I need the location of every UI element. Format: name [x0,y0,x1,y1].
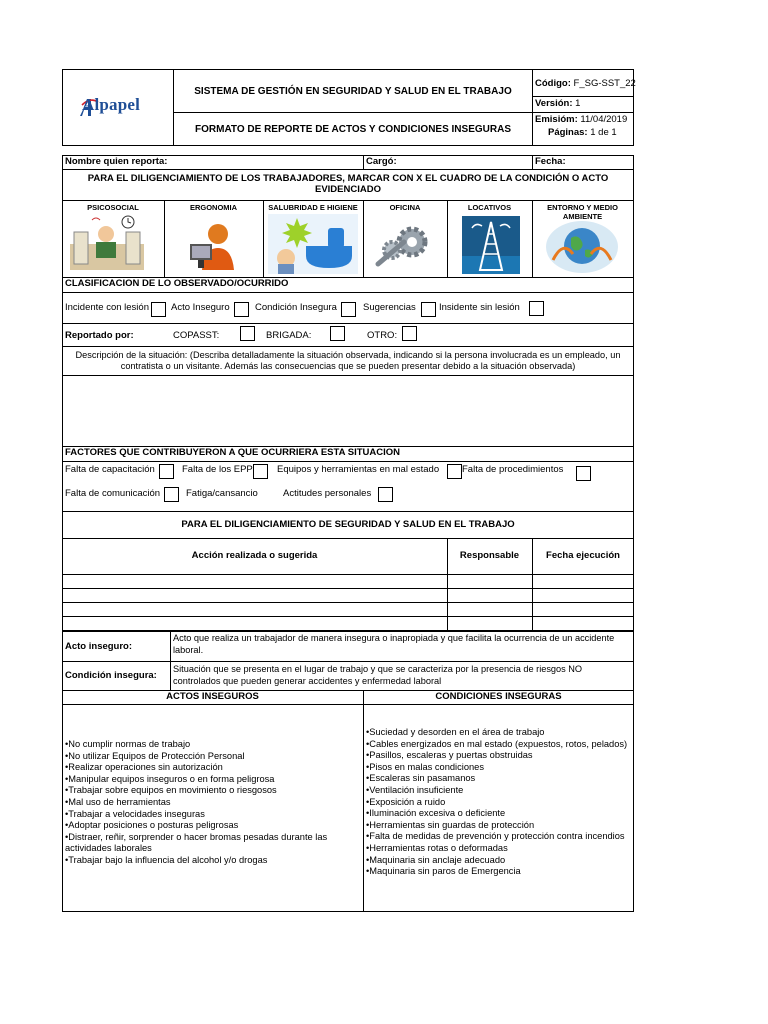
sst-entry-row[interactable] [63,617,447,630]
list-item: • Suciedad y desorden en el área de trabajo [366,727,634,739]
reporter-cargo-label: Cargó: [366,156,397,167]
office-gears-icon[interactable] [374,220,436,270]
header-divider-r2 [532,112,634,113]
checkbox-copasst[interactable] [240,326,255,341]
locative-tower-icon[interactable] [462,216,520,274]
option-otro: OTRO: [367,330,398,341]
sst-col-responsible: Responsable [459,550,520,561]
instructions-line1: PARA EL DILIGENCIAMIENTO DE LOS TRABAJADORES, MARCAR CON X EL CUADRO DE LA CONDICIÓN O ACTO [87,173,609,184]
category-label-entorno: ENTORNO Y MEDIO AMBIENTE [547,203,618,221]
list-item: • Realizar operaciones sin autorización [65,762,359,774]
sst-entry-row[interactable] [63,603,447,616]
checkbox-actitudes-personales[interactable] [378,487,393,502]
cat-divider-5 [532,200,533,277]
list-item: • Pisos en malas condiciones [366,762,634,774]
list-item: • Cables energizados en mal estado (expuestos, rotos, pelados) [366,739,634,751]
hygiene-icon[interactable] [268,214,358,274]
factor-falta-capacitacion: Falta de capacitación [65,464,155,475]
checkbox-acto-inseguro[interactable] [234,302,249,317]
codigo-cell [535,78,636,89]
emision-label: Emisióm: [535,114,578,125]
sst-entry-row[interactable] [63,575,447,588]
reported-by-label: Reportado por: [65,330,134,341]
list-item: • No utilizar Equipos de Protección Personal [65,751,359,763]
category-label-salubridad: SALUBRIDAD E HIGIENE [268,203,358,212]
sst-col-action: Acción realizada o sugerida [191,550,318,561]
checkbox-incidente-con-lesion[interactable] [151,302,166,317]
list-item: • Adoptar posiciones o posturas peligrosas [65,820,359,832]
list-item: • Ventilación insuficiente [366,785,634,797]
list-item: • Distraer, reñir, sorprender o hacer bromas pesadas durante las actividades laborales [65,832,359,855]
factor-actitudes-personales: Actitudes personales [283,488,372,499]
reporter-name-label: Nombre quien reporta: [65,156,168,167]
reported-by-top-line [62,323,634,324]
list-item: • Herramientas sin guardas de protección [366,820,634,832]
factor-falta-procedimientos: Falta de procedimientos [462,464,564,475]
logo-text: Alpapel [82,95,141,114]
lists-header-line [62,704,634,705]
list-item: • Iluminación excesiva o deficiente [366,808,634,820]
list-item: • Exposición a ruido [366,797,634,809]
psychosocial-icon[interactable] [68,214,146,272]
acto-inseguro-label: Acto inseguro: [65,641,133,652]
category-label-ergonomia: ERGONOMIA [189,203,238,212]
version-label: Versión: [535,98,573,109]
environment-globe-icon[interactable] [545,220,619,274]
sst-title: PARA EL DILIGENCIAMIENTO DE SEGURIDAD Y SALUD EN EL TRABAJO [181,519,515,530]
version-value: 1 [575,98,581,109]
list-item: • Maquinaria sin anclaje adecuado [366,855,634,867]
factor-falta-comunicacion: Falta de comunicación [65,488,161,499]
factor-falta-epp: Falta de los EPP [182,464,253,475]
classification-title-line [62,292,634,293]
checkbox-falta-epp[interactable] [253,464,268,479]
acto-inseguro-definition: Acto que realiza un trabajador de manera insegura o inapropiada y que facilita la ocurrencia de un accidente laboral. [173,633,615,655]
checkbox-incidente-sin-lesion[interactable] [529,301,544,316]
checkbox-equipos-mal-estado[interactable] [447,464,462,479]
description-line2: contratista o un visitante. Además las consecuencias que se pueden presentar debido a la situación observada) [120,361,576,371]
list-item: • Trabajar sobre equipos en movimiento o riesgosos [65,785,359,797]
paginas-label: Páginas: [548,127,588,138]
categories-top-line [62,200,634,201]
list-item: • Mal uso de herramientas [65,797,359,809]
version-cell [535,98,580,109]
list-item: • Trabajar a velocidades inseguras [65,809,359,821]
emision-value: 11/04/2019 [580,114,628,125]
checkbox-sugerencias[interactable] [421,302,436,317]
checkbox-brigada[interactable] [330,326,345,341]
description-line1: Descripción de la situación: (Describa detalladamente la situación observada, indicando si la persona involucrada es un empleado, un [75,350,621,360]
option-sugerencias: Sugerencias [363,302,416,313]
factors-title-line [62,461,634,462]
ergonomics-icon[interactable] [184,220,244,272]
condicion-insegura-definition: Situación que se presenta en el lugar de trabajo y que se caracteriza por la presencia de riesgos NO controlados que pueden generar accidentes y enfermedad laboral [173,664,583,686]
paginas-value: 1 de 1 [590,127,617,138]
option-brigada: BRIGADA: [266,330,312,341]
condiciones-inseguras-title: CONDICIONES INSEGURAS [435,691,562,702]
list-item: • Herramientas rotas o deformadas [366,843,634,855]
option-condicion-insegura: Condición Insegura [255,302,337,313]
checkbox-falta-capacitacion[interactable] [159,464,174,479]
category-label-oficina: OFICINA [389,203,421,212]
classification-title: CLASIFICACION DE LO OBSERVADO/OCURRIDO [65,278,289,289]
factor-equipos-mal-estado: Equipos y herramientas en mal estado [277,464,440,475]
actos-inseguros-list [65,739,359,867]
factor-fatiga: Fatiga/cansancio [186,488,258,499]
definitions-row-line [62,661,634,662]
reporter-fecha-label: Fecha: [535,156,566,167]
list-item: • Pasillos, escaleras y puertas obstruidas [366,750,634,762]
checkbox-condicion-insegura[interactable] [341,302,356,317]
factors-title: FACTORES QUE CONTRIBUYERON A QUE OCURRIERA ESTA SITUACION [65,447,400,458]
category-label-psicosocial: PSICOSOCIAL [87,203,139,212]
option-copasst: COPASST: [173,330,220,341]
sst-col-date: Fecha ejecución [546,550,620,561]
codigo-label: Código: [535,78,571,89]
sst-top-line [62,511,634,512]
checkbox-otro[interactable] [402,326,417,341]
codigo-value: F_SG-SST_22 [573,78,636,89]
format-title: FORMATO DE REPORTE DE ACTOS Y CONDICIONES INSEGURAS [195,123,511,135]
emision-cell [535,114,627,125]
checkbox-falta-procedimientos[interactable] [576,466,591,481]
category-label-locativos: LOCATIVOS [467,203,512,212]
lists-divider [363,690,364,912]
checkbox-falta-comunicacion[interactable] [164,487,179,502]
list-item: • Manipular equipos inseguros o en forma peligrosa [65,774,359,786]
reporter-divider-2 [532,155,533,170]
list-item: • Trabajar bajo la influencia del alcohol y/o drogas [65,855,359,867]
reporter-divider-1 [363,155,364,170]
instructions-line2: EVIDENCIADO [315,184,381,195]
list-item: • No cumplir normas de trabajo [65,739,359,751]
condiciones-inseguras-list [366,727,634,878]
actos-inseguros-title: ACTOS INSEGUROS [166,691,259,702]
sst-title-line [62,538,634,539]
condicion-insegura-label: Condición insegura: [65,670,157,681]
system-title: SISTEMA DE GESTIÓN EN SEGURIDAD Y SALUD EN EL TRABAJO [194,85,512,97]
option-incidente-con-lesion: Incidente con lesión [65,302,149,313]
list-item: • Falta de medidas de prevención y protección contra incendios [366,831,634,843]
sst-entry-row[interactable] [63,589,447,602]
option-acto-inseguro: Acto Inseguro [171,302,230,313]
description-input-area[interactable] [63,376,633,446]
reporter-row-line [62,169,634,170]
list-item: • Maquinaria sin paros de Emergencia [366,866,634,878]
option-incidente-sin-lesion: Insidente sin lesión [439,302,520,313]
list-item: • Escaleras sin pasamanos [366,773,634,785]
header-divider-r1 [532,96,634,97]
paginas-cell [548,127,617,138]
description-top-line [62,346,634,347]
company-logo [78,96,158,120]
header-divider-right [532,69,533,146]
